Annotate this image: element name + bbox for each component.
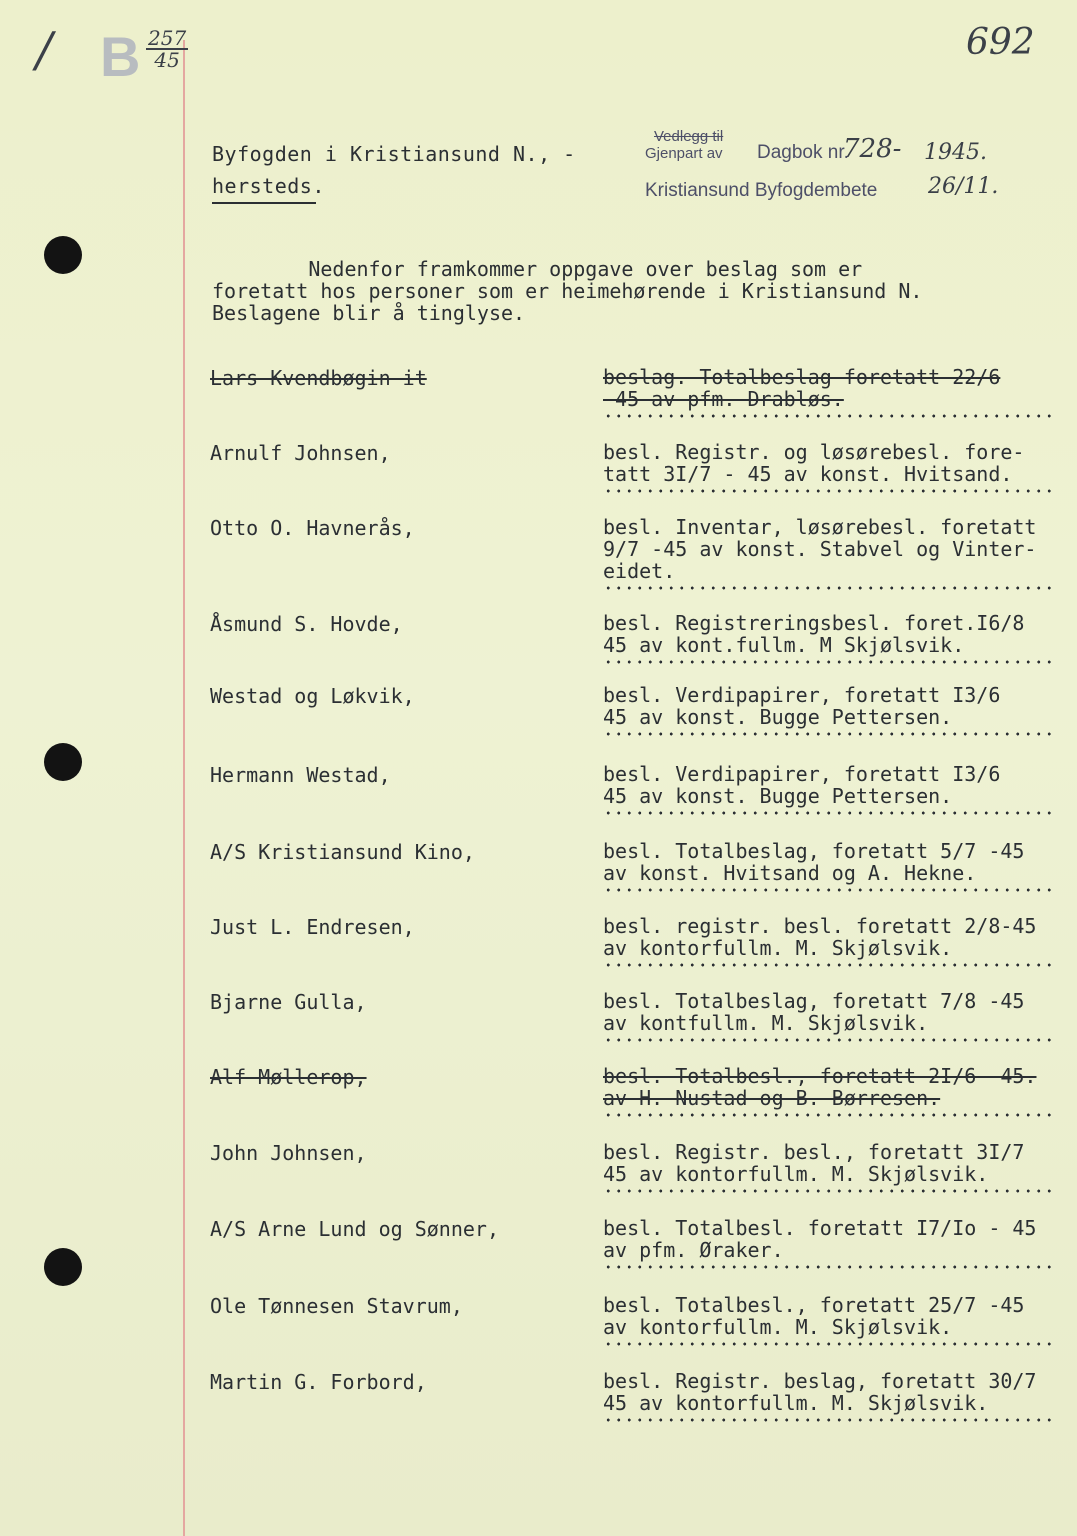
- reference-fraction: [146, 28, 188, 70]
- fraction-denominator: 45: [154, 48, 180, 72]
- entry-description: beslag. Totalbeslag foretatt 22/6 -45 av pfm. Drabløs.: [603, 365, 1001, 411]
- entry-name: John Johnsen,: [210, 1141, 367, 1165]
- entry-description: besl. Registr. og løsørebesl. fore- tatt 3I/7 - 45 av konst. Hvitsand.: [603, 440, 1025, 486]
- entry-name: Arnulf Johnsen,: [210, 441, 391, 465]
- stamp-date: 26/11.: [928, 174, 999, 199]
- entry-description: besl. Verdipapirer, foretatt I3/6 45 av konst. Bugge Pettersen.: [603, 762, 1001, 808]
- dotted-leader: [603, 1189, 1055, 1193]
- entry-name: Just L. Endresen,: [210, 915, 415, 939]
- entry-description: besl. registr. besl. foretatt 2/8-45 av kontorfullm. M. Skjølsvik.: [603, 914, 1037, 960]
- entry-description: besl. Registreringsbesl. foret.I6/8 45 av kont.fullm. M Skjølsvik.: [603, 611, 1025, 657]
- dotted-leader: [603, 1265, 1055, 1269]
- entry-description: besl. Totalbesl., foretatt 25/7 -45 av kontorfullm. M. Skjølsvik.: [603, 1293, 1025, 1339]
- dotted-leader: [603, 586, 1055, 590]
- entry-name: Lars Kvendbøgin it: [210, 366, 427, 390]
- entry-name: A/S Arne Lund og Sønner,: [210, 1217, 499, 1241]
- entry-description: besl. Inventar, løsørebesl. foretatt 9/7 -45 av konst. Stabvel og Vinter- eidet.: [603, 515, 1037, 583]
- corner-letter: B: [100, 25, 141, 88]
- stamp-office: Kristiansund Byfogdembete: [645, 180, 878, 201]
- entry-description: besl. Verdipapirer, foretatt I3/6 45 av konst. Bugge Pettersen.: [603, 683, 1001, 729]
- punch-hole: [44, 236, 82, 274]
- stamp-year: 1945.: [924, 140, 987, 165]
- entry-description: besl. Registr. beslag, foretatt 30/7 45 av kontorfullm. M. Skjølsvik.: [603, 1369, 1037, 1415]
- dotted-leader: [603, 414, 1055, 418]
- intro-paragraph: Nedenfor framkommer oppgave over beslag som er foretatt hos personer som er heimehørende i Kristiansund N. Beslagene blir å tinglyse.: [212, 257, 923, 325]
- fraction-numerator: 257: [148, 26, 187, 50]
- entry-name: Westad og Løkvik,: [210, 684, 415, 708]
- entry-name: Alf Møllerop,: [210, 1065, 367, 1089]
- entry-description: besl. Totalbeslag, foretatt 7/8 -45 av kontfullm. M. Skjølsvik.: [603, 989, 1025, 1035]
- address-line-2: hersteds.: [212, 174, 325, 198]
- page-number: 692: [966, 22, 1035, 63]
- entry-name: Ole Tønnesen Stavrum,: [210, 1294, 463, 1318]
- dotted-leader: [603, 1113, 1055, 1117]
- dotted-leader: [603, 1342, 1055, 1346]
- margin-line: [183, 40, 185, 1536]
- entry-description: besl. Totalbeslag, foretatt 5/7 -45 av konst. Hvitsand og A. Hekne.: [603, 839, 1025, 885]
- stamp-dagbok-number: 728-: [843, 134, 902, 164]
- punch-hole: [44, 1248, 82, 1286]
- dotted-leader: [603, 489, 1055, 493]
- dotted-leader: [603, 732, 1055, 736]
- dotted-leader: [603, 1038, 1055, 1042]
- dotted-leader: [603, 1418, 1055, 1422]
- dotted-leader: [603, 888, 1055, 892]
- address-line-1: Byfogden i Kristiansund N., -: [212, 142, 576, 166]
- dotted-leader: [603, 811, 1055, 815]
- entry-description: besl. Totalbesl., foretatt 2I/6 -45. av H. Nustad og B. Børresen.: [603, 1064, 1037, 1110]
- entry-name: Hermann Westad,: [210, 763, 391, 787]
- entry-name: Bjarne Gulla,: [210, 990, 367, 1014]
- dotted-leader: [603, 963, 1055, 967]
- dotted-leader: [603, 660, 1055, 664]
- entry-description: besl. Totalbesl. foretatt I7/Io - 45 av pfm. Øraker.: [603, 1216, 1037, 1262]
- entry-name: Otto O. Havnerås,: [210, 516, 415, 540]
- stamp-struck-label: Vedlegg til: [654, 128, 724, 145]
- address-underline: [212, 202, 316, 204]
- corner-mark: /: [36, 22, 53, 78]
- entry-description: besl. Registr. besl., foretatt 3I/7 45 av kontorfullm. M. Skjølsvik.: [603, 1140, 1025, 1186]
- punch-hole: [44, 743, 82, 781]
- stamp-copy-label: Gjenpart av: [645, 145, 723, 162]
- stamp-dagbok-label: Dagbok nr.: [757, 142, 849, 163]
- entry-name: A/S Kristiansund Kino,: [210, 840, 475, 864]
- entry-name: Åsmund S. Hovde,: [210, 612, 403, 636]
- entry-name: Martin G. Forbord,: [210, 1370, 427, 1394]
